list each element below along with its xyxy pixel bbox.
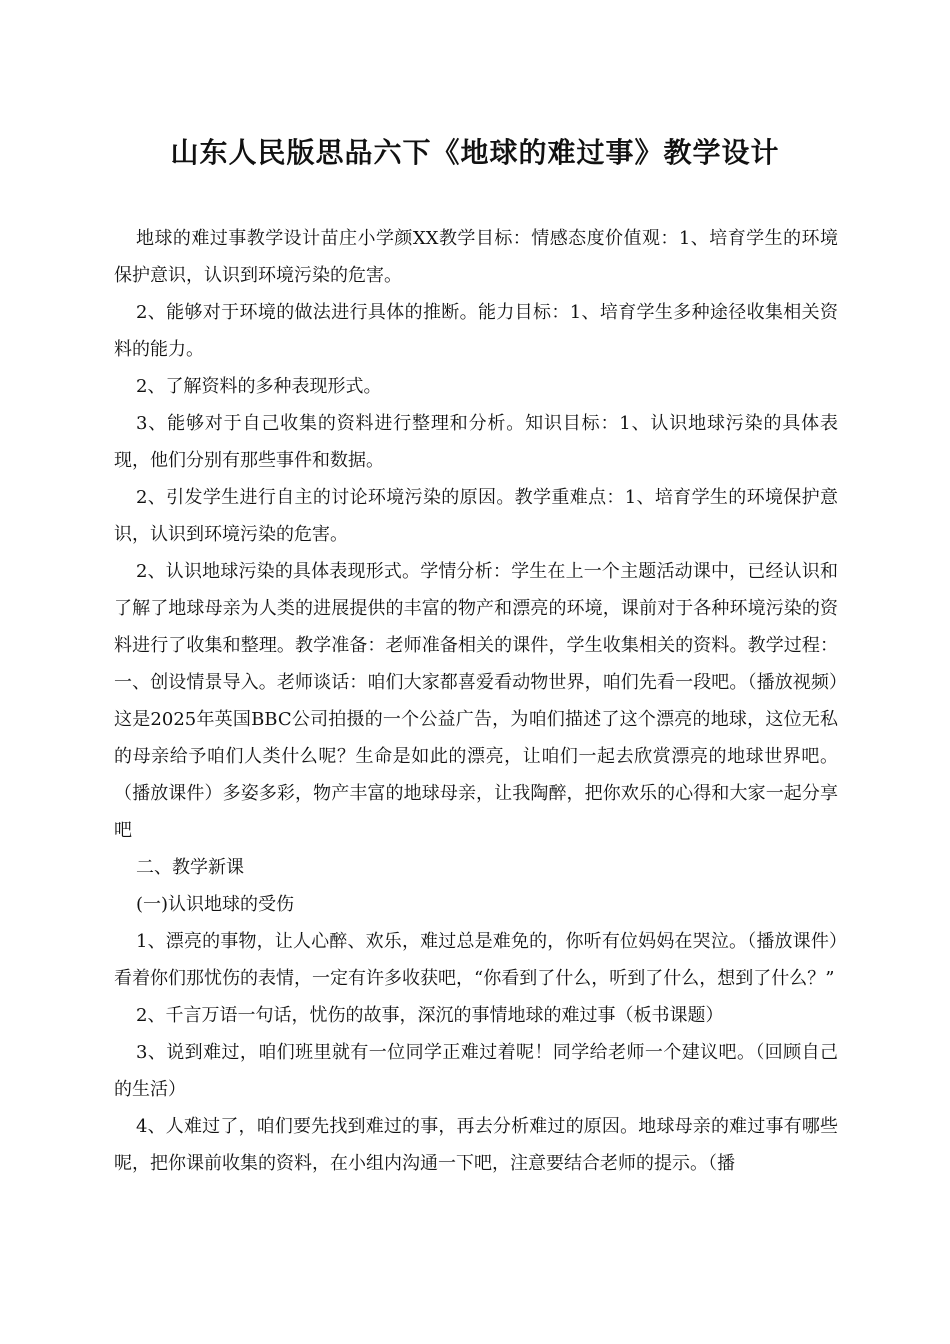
paragraph: 2、引发学生进行自主的讨论环境污染的原因。教学重难点：1、培育学生的环境保护意识，认识到环境污染的危害。 (114, 487, 838, 545)
paragraph: 2、认识地球污染的具体表现形式。学情分析：学生在上一个主题活动课中，已经认识和了解了地球母亲为人类的进展提供的丰富的物产和漂亮的环境，课前对于各种环境污染的资料进行了收集和整理。教学准备：老师准备相关的课件，学生收集相关的资料。教学过程：一、创设情景导入。老师谈话：咱们大家都喜爱看动物世界，咱们先看一段吧。（播放视频）这是2025年英国BBC公司拍摄的一个公益广告，为咱们描述了这个漂亮的地球，这位无私的母亲给予咱们人类什么呢？生命是如此的漂亮，让咱们一起去欣赏漂亮的地球世界吧。（播放课件）多姿多彩，物产丰富的地球母亲，让我陶醉，把你欢乐的心得和大家一起分享吧 (114, 561, 838, 841)
document-body (114, 220, 838, 1182)
paragraph: 4、人难过了，咱们要先找到难过的事，再去分析难过的原因。地球母亲的难过事有哪些呢，把你课前收集的资料，在小组内沟通一下吧，注意要结合老师的提示。（播 (114, 1116, 838, 1174)
paragraph: 地球的难过事教学设计苗庄小学颜XX教学目标：情感态度价值观：1、培育学生的环境保护意识，认识到环境污染的危害。 (114, 228, 838, 286)
paragraph: 3、能够对于自己收集的资料进行整理和分析。知识目标：1、认识地球污染的具体表现，他们分别有那些事件和数据。 (114, 413, 838, 471)
paragraph: 3、说到难过，咱们班里就有一位同学正难过着呢！同学给老师一个建议吧。（回顾自己的生活） (114, 1042, 838, 1100)
paragraph: 2、能够对于环境的做法进行具体的推断。能力目标：1、培育学生多种途径收集相关资料的能力。 (114, 302, 838, 360)
paragraph: 2、千言万语一句话，忧伤的故事，深沉的事情地球的难过事（板书课题） (136, 1005, 724, 1026)
paragraph: 2、了解资料的多种表现形式。 (136, 376, 382, 397)
document-title: 山东人民版思品六下《地球的难过事》教学设计 (170, 136, 780, 169)
paragraph: 1、漂亮的事物，让人心醉、欢乐，难过总是难免的，你听有位妈妈在哭泣。（播放课件）看着你们那忧伤的表情，一定有许多收获吧，“你看到了什么，听到了什么，想到了什么？” (114, 931, 838, 989)
subsection-heading: (一)认识地球的受伤 (136, 894, 295, 915)
section-heading: 二、教学新课 (136, 857, 244, 878)
